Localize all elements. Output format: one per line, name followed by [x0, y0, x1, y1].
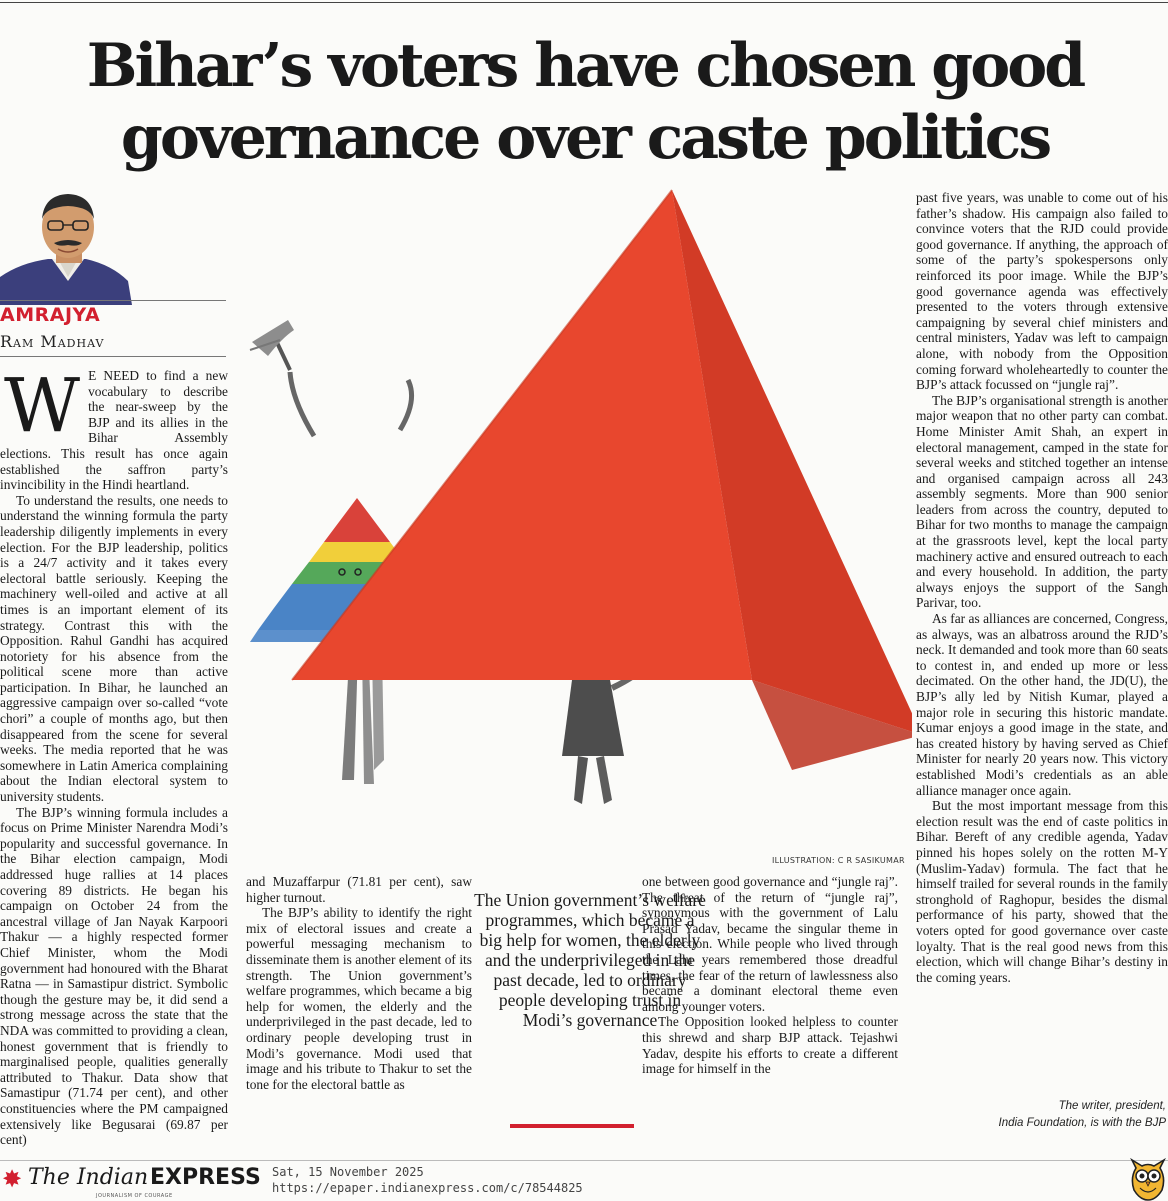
headline [60, 30, 1110, 174]
writer-note [960, 1098, 1166, 1132]
paragraph: To understand the results, one needs to understand the winning formula the party leadership diligently implements in every election. For the BJP leadership, politics is a 24/7 activity and it takes every electoral battle seriously. Keeping the machinery well-oiled and active at all times is an important element of its strategy. Contrast this with the Opposition. Rahul Gandhi has acquired notoriety for his absence from the political scene more than active participation. In Bihar, he launched an aggressive campaign over so-called “vote chori” a couple of months ago, but then disappeared from the scene for several weeks. The media reported that he was somewhere in Latin America complaining about the Indian electoral system to university students. [0, 492, 228, 805]
logo-brand: EXPRESS [150, 1165, 261, 1190]
paragraph: past five years, was unable to come out of his father’s shadow. His campaign also failed to convince voters that the RJD could provide good governance. If anything, the approach of some of the party’s spokespersons only reinforced its poor image. While the BJP’s good governance agenda was effectively presented to the voters through extensive campaigning by several chief ministers and central ministers, Yadav was left to campaign alone, with nobody from the Opposition coming forward wholeheartedly to counter the BJP’s attack focussed on “jungle raj”. [916, 190, 1168, 393]
flame-icon: ✸ [2, 1165, 23, 1193]
paragraph: E NEED to find a new vocabulary to describe the near-sweep by the BJP and its allies in the Bihar Assembly elections. This result has once again established the saffron party’s invincibility in the Hindi heartland. [0, 368, 228, 493]
paragraph: As far as alliances are concerned, Congress, as always, was an albatross around the RJD’s neck. It demanded and took more than 60 seats to contest in, and ended up more or less decimated. On the other hand, the JD(U), the BJP’s ally led by Nitish Kumar, played a major role in securing this historic mandate. Kumar enjoys a good image in the state, and has created history by having served as Chief Minister for nearly 20 years now. This victory established Modi’s credentials as an able alliance manager once again. [916, 611, 1168, 798]
headline-line-1: Bihar’s voters have chosen good [86, 31, 1084, 101]
paragraph: The BJP’s winning formula includes a focus on Prime Minister Narendra Modi’s popularity and successful governance. In the Bihar election campaign, Modi addressed huge rallies at 14 places covering 89 districts. He began his campaign on October 24 from the ancestral village of Jan Nayak Karpoori Thakur — a highly respected former Chief Minister, whom the Modi government had honoured with the Bharat Ratna — in Samastipur district. Symbolic though the gesture may be, it did send a strong message across the state that the NDA was committed to providing a clean, honest government that is friendly to marginalised people, qualities generally attributed to Thakur. Data show that Samastipur (71.74 per cent), and other constituencies where the PM campaigned extensively like Begusarai (69.87 per cent) [0, 804, 228, 1148]
illustration [232, 180, 912, 870]
byline-rule [0, 356, 226, 357]
byline: Ram Madhav [0, 332, 105, 351]
column-name: AMRAJYA [0, 304, 101, 326]
article-column-3 [642, 874, 898, 1132]
paragraph: one between good governance and “jungle raj”. The threat of the return of “jungle raj”, synonymous with the government of Lalu Prasad Yadav, became the singular theme in this election. While people who lived through the Lalu years remembered those dreadful times, the fear of the return of lawlessness also became a dominant electoral theme even among younger voters. [642, 874, 898, 1014]
paragraph: and Muzaffarpur (71.81 per cent), saw higher turnout. [246, 874, 472, 905]
paragraph: The Opposition looked helpless to counter this shrewd and sharp BJP attack. Tejashwi Yadav, despite his efforts to create a different image for himself in the [642, 1014, 898, 1077]
epaper-stamp [272, 1164, 583, 1196]
headline-line-2: governance over caste politics [120, 103, 1050, 173]
illustration-credit: ILLUSTRATION: C R SASIKUMAR [772, 856, 905, 865]
writer-note-line-1: The writer, president, [1058, 1100, 1166, 1112]
pull-quote: The Union government’s welfare programmes, which became a big help for women, the elderly and the underprivileged in the past decade, led to ordinary people developing trust in Modi’s governance [474, 890, 706, 1030]
footer-rule [0, 1160, 1168, 1161]
logo-tagline: JOURNALISM OF COURAGE [96, 1193, 173, 1199]
paragraph: The BJP’s ability to identify the right mix of electoral issues and create a powerful messaging mechanism to disseminate them is another element of its strength. The Union government’s welfare programmes, which became a big help for women, the elderly and the underprivileged in the past decade, led to ordinary people developing trust in Modi’s governance. Modi used that image and his tribute to Thakur to set the tone for the electoral battle as [246, 905, 472, 1092]
article-column-2 [246, 874, 472, 1132]
edition-date: Sat, 15 November 2025 [272, 1165, 424, 1179]
portrait-rule [0, 300, 226, 301]
writer-note-line-2: India Foundation, is with the BJP [998, 1117, 1166, 1129]
paragraph: The BJP’s organisational strength is another major weapon that no other party can combat. Home Minister Amit Shah, an expert in electoral management, camped in the state for several weeks and stitched together an intense and organised campaign across all 243 assembly segments. More than 900 senior leaders from across the country, deputed to Bihar for two months to manage the campaign at the grassroots level, kept the local party machinery active and ensured outreach to each and every household. In addition, the party always enjoys the support of the Sangh Parivar, too. [916, 392, 1168, 611]
article-column-4 [916, 190, 1168, 1082]
author-portrait [0, 185, 135, 305]
logo-prefix: The Indian [28, 1165, 149, 1190]
paragraph: But the most important message from this election result was the end of caste politics in Bihar. Bereft of any credible agenda, Yadav pinned his hopes solely on the rotten M-Y (Muslim-Yadav) formula. The fact that he himself trailed for several rounds in the family stronghold of Raghopur, besides the dismal performance of his party, showed that the voters opted for good governance over caste loyalty. That is the real good news from this election, which will change Bihar’s destiny in the coming years. [916, 798, 1168, 985]
drop-cap: W [4, 368, 81, 449]
pull-quote-rule [510, 1124, 634, 1128]
owl-icon [1128, 1158, 1168, 1201]
epaper-link[interactable]: https://epaper.indianexpress.com/c/78544825 [272, 1181, 583, 1195]
top-rule [0, 2, 1168, 3]
article-column-1 [0, 368, 228, 1158]
